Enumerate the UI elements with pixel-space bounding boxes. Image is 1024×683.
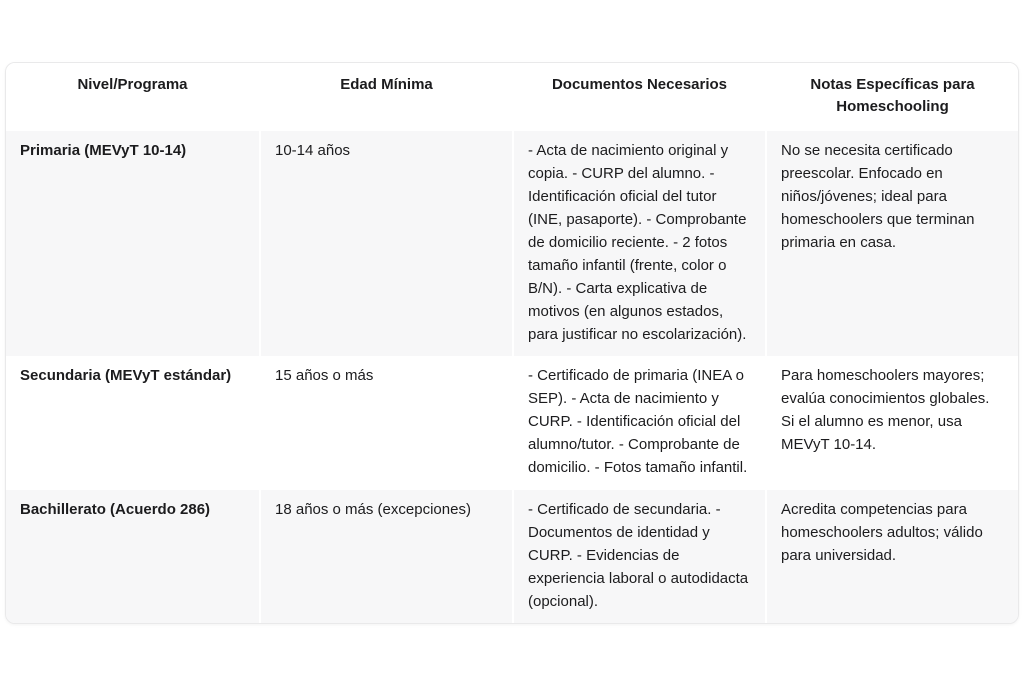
table-cell-nivel: Bachillerato (Acuerdo 286) — [6, 490, 259, 623]
table-cell-documentos: - Certificado de secundaria. - Documentos de identidad y CURP. - Evidencias de experiencia laboral o autodidacta (opcional). — [512, 490, 765, 623]
table-cell-notas: Para homeschoolers mayores; evalúa conocimientos globales. Si el alumno es menor, usa MEVyT 10-14. — [765, 356, 1018, 490]
table-cell-documentos: - Acta de nacimiento original y copia. - CURP del alumno. - Identificación oficial del tutor (INE, pasaporte). - Comprobante de domicilio reciente. - 2 fotos tamaño infantil (frente, color o B/N). - Carta explicativa de motivos (en algunos estados, para justificar no escolarización). — [512, 131, 765, 356]
column-header-nivel: Nivel/Programa — [6, 63, 259, 131]
table-cell-nivel: Secundaria (MEVyT estándar) — [6, 356, 259, 490]
column-header-edad: Edad Mínima — [259, 63, 512, 131]
table-cell-edad: 15 años o más — [259, 356, 512, 490]
column-header-notas: Notas Específicas para Homeschooling — [765, 63, 1018, 131]
header-row — [6, 63, 1018, 131]
table-cell-notas: No se necesita certificado preescolar. Enfocado en niños/jóvenes; ideal para homeschoolers que terminan primaria en casa. — [765, 131, 1018, 356]
table-cell-nivel: Primaria (MEVyT 10-14) — [6, 131, 259, 356]
table-row — [6, 356, 1018, 490]
table-cell-notas: Acredita competencias para homeschoolers adultos; válido para universidad. — [765, 490, 1018, 623]
table-row — [6, 131, 1018, 356]
table-cell-documentos: - Certificado de primaria (INEA o SEP). - Acta de nacimiento y CURP. - Identificación oficial del alumno/tutor. - Comprobante de domicilio. - Fotos tamaño infantil. — [512, 356, 765, 490]
table-cell-edad: 10-14 años — [259, 131, 512, 356]
levels-table — [6, 63, 1018, 623]
column-header-documentos: Documentos Necesarios — [512, 63, 765, 131]
table-row — [6, 490, 1018, 623]
table-container — [5, 62, 1019, 624]
table-cell-edad: 18 años o más (excepciones) — [259, 490, 512, 623]
